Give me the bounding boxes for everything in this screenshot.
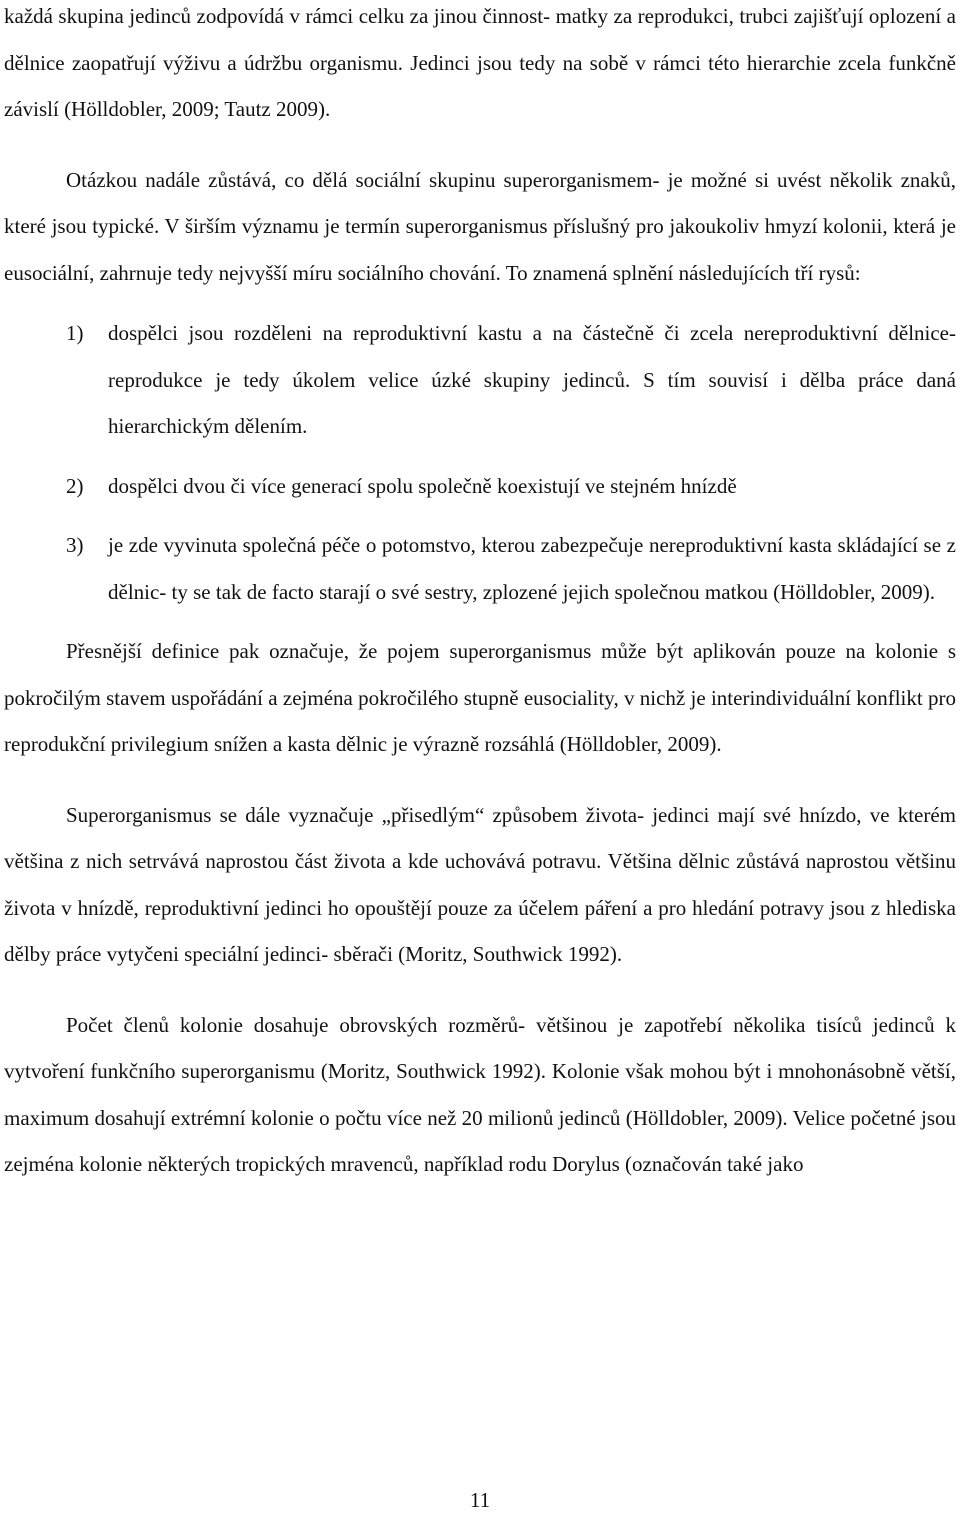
paragraph-continuation: každá skupina jedinců zodpovídá v rámci celku za jinou činnost- matky za reprodukci, trubci zajišťují oplození a dělnice zaopatřují výživu a údržbu organismu. Jedinci jsou tedy na sobě v rámci této hierarchie zcela funkčně závislí (Hölldobler, 2009; Tautz 2009). bbox=[4, 4, 956, 121]
paragraph-precise-definition: Přesnější definice pak označuje, že pojem superorganismus může být aplikován pouze na kolonie s pokročilým stavem uspořádání a zejména pokročilého stupně eusociality, v nichž je interindividuální konflikt pro reprodukční privilegium snížen a kasta dělnic je výrazně rozsáhlá (Hölldobler, 2009). bbox=[4, 639, 956, 756]
paragraph-colony-size: Počet členů kolonie dosahuje obrovských rozměrů- většinou je zapotřebí několika tisíců jedinců k vytvoření funkčního superorganismu (Moritz, Southwick 1992). Kolonie však mohou být i mnohonásobně větší, maximum dosahují extrémní kolonie o počtu více než 20 milionů jedinců (Hölldobler, 2009). Velice početné jsou zejména kolonie některých tropických mravenců, například rodu Dorylus (označován také jako bbox=[4, 1012, 956, 1176]
list-item-text: je zde vyvinuta společná péče o potomstvo, kterou zabezpečuje nereproduktivní kasta skládající se z dělnic- ty se tak de facto starají o své sestry, zplozené jejich společnou matkou (Hölldobler, 2009). bbox=[108, 533, 956, 604]
paragraph-superorganism-traits: Otázkou nadále zůstává, co dělá sociální skupinu superorganismem- je možné si uvést několik znaků, které jsou typické. V širším významu je termín superorganismus příslušný pro jakoukoliv hmyzí kolonii, která je eusociální, zahrnuje tedy nejvyšší míru sociálního chování. To znamená splnění následujících tří rysů: bbox=[4, 167, 956, 285]
list-item-text: dospělci dvou či více generací spolu společně koexistují ve stejném hnízdě bbox=[108, 473, 737, 498]
page-number: 11 bbox=[469, 1488, 491, 1512]
list-item bbox=[4, 522, 956, 615]
paragraph-sessile-lifestyle: Superorganismus se dále vyznačuje „přisedlým“ způsobem života- jedinci mají své hnízdo, ve kterém většina z nich setrvává naprostou část života a kde uchovává potravu. Většina dělnic zůstává naprostou většinu života v hnízdě, reproduktivní jedinci ho opouštějí pouze za účelem páření a pro hledání potravy jsou z hlediska dělby práce vytyčeni speciální jedinci- sběrači (Moritz, Southwick 1992). bbox=[4, 802, 956, 966]
list-item-number: 1) bbox=[66, 321, 84, 345]
list-item bbox=[4, 463, 956, 510]
document-page bbox=[4, 0, 956, 1188]
list-item-number: 2) bbox=[66, 473, 84, 498]
list-item-text: dospělci jsou rozděleni na reproduktivní kastu a na částečně či zcela nereproduktivní dělnice- reprodukce je tedy úkolem velice úzké skupiny jedinců. S tím souvisí i dělba práce daná hierarchickým dělením. bbox=[108, 321, 956, 438]
list-item-number: 3) bbox=[66, 533, 84, 557]
list-item bbox=[4, 310, 956, 450]
